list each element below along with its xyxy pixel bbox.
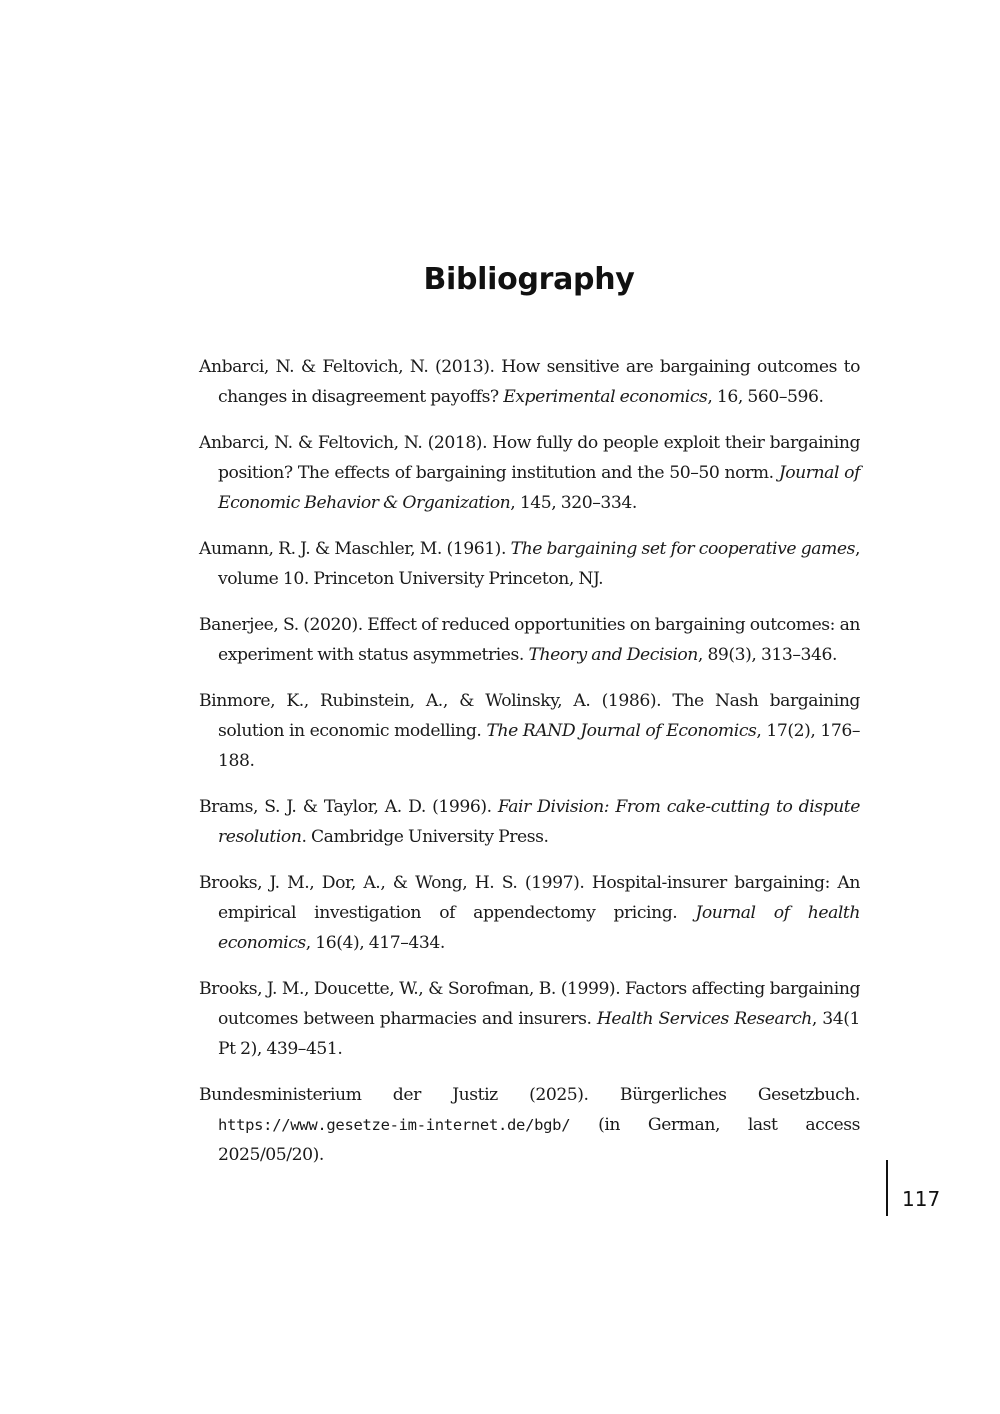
- bib-entry-text: Banerjee, S. (2020). Effect of reduced opportunities on bargaining outcomes: an experiment with status asymmetries.: [199, 615, 860, 665]
- bib-entry-venue: Health Services Research: [596, 1009, 812, 1029]
- bib-entry-venue: The RAND Journal of Economics: [486, 721, 757, 741]
- bib-entry: [199, 352, 860, 412]
- bib-entry-text: Aumann, R. J. & Maschler, M. (1961).: [199, 539, 511, 559]
- bib-entry: [199, 868, 860, 958]
- bib-entry-text: Anbarci, N. & Feltovich, N. (2013). How sensitive are bargaining outcomes to changes in disagreement payoffs?: [199, 357, 860, 407]
- bib-entry-venue: Journal of health economics: [218, 903, 860, 953]
- bib-entry-text: Brooks, J. M., Dor, A., & Wong, H. S. (1997). Hospital-insurer bargaining: An empirical investigation of appendectomy pricing.: [199, 873, 860, 923]
- bib-entry-venue: Journal of Economic Behavior & Organization: [218, 463, 860, 513]
- bib-entry-text: Bundesministerium der Justiz (2025). Bürgerliches Gesetzbuch.: [199, 1085, 860, 1105]
- page-title: Bibliography: [423, 262, 635, 297]
- bib-entry-text: Brooks, J. M., Doucette, W., & Sorofman, B. (1999). Factors affecting bargaining outcomes between pharmacies and insurers.: [199, 979, 860, 1029]
- bib-entry-details: , 16(4), 417–434.: [305, 933, 445, 953]
- page-number: 117: [902, 1187, 941, 1211]
- bib-entry: [199, 534, 860, 594]
- bib-entry: [199, 686, 860, 776]
- bib-entry-venue: The bargaining set for cooperative games: [510, 539, 855, 559]
- bib-entry-details: , 17(2), 176–188.: [218, 721, 861, 771]
- bib-entry: [199, 610, 860, 670]
- bib-entry-text: Brams, S. J. & Taylor, A. D. (1996).: [199, 797, 498, 817]
- bib-entry: [199, 1080, 860, 1170]
- bib-entry-details: . Cambridge University Press.: [301, 827, 549, 847]
- bibliography-list: [199, 352, 860, 1186]
- page-number-rule: [886, 1160, 888, 1216]
- bib-entry: [199, 428, 860, 518]
- bib-entry-text: Binmore, K., Rubinstein, A., & Wolinsky, A. (1986). The Nash bargaining solution in economic modelling.: [199, 691, 860, 741]
- bib-entry-details: , 89(3), 313–346.: [697, 645, 838, 665]
- bib-entry-venue: Theory and Decision: [528, 645, 698, 665]
- bib-entry-details: , 16, 560–596.: [707, 387, 824, 407]
- bib-entry-details: , volume 10. Princeton University Princeton, NJ.: [218, 539, 860, 589]
- bib-entry-venue: Experimental economics: [503, 387, 708, 407]
- bib-entry-url-link[interactable]: https://www.gesetze-im-internet.de/bgb/: [218, 1116, 571, 1134]
- bib-entry-details: , 145, 320–334.: [510, 493, 637, 513]
- bib-entry: [199, 974, 860, 1064]
- bib-entry: [199, 792, 860, 852]
- bib-entry-details: , 34(1 Pt 2), 439–451.: [218, 1009, 860, 1059]
- bib-entry-details: (in German, last access 2025/05/20).: [218, 1115, 860, 1165]
- bib-entry-venue: Fair Division: From cake-cutting to dispute resolution: [218, 797, 860, 847]
- bib-entry-text: Anbarci, N. & Feltovich, N. (2018). How fully do people exploit their bargaining position? The effects of bargaining institution and the 50–50 norm.: [199, 433, 860, 483]
